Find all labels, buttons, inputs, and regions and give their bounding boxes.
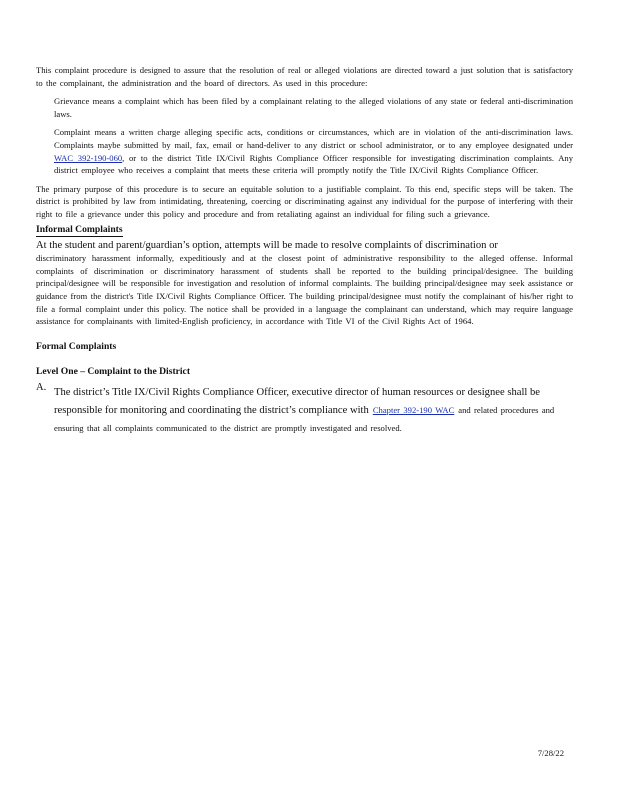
document-page <box>36 64 573 436</box>
formal-complaints-heading: Formal Complaints <box>36 340 117 352</box>
bullet-complaint-text <box>54 126 573 176</box>
item-a-small-text: and related procedures and ensuring that all complaints communicated to the district are promptly investigated and resolved. <box>54 404 555 433</box>
bullet-grievance <box>36 95 573 120</box>
item-a-marker: A. <box>36 381 47 393</box>
purpose-paragraph: The primary purpose of this procedure is to secure an equitable solution to a justifiable complaint. To this end, specific steps will be taken. The district is prohibited by law from intimidating, threatening, coercing or discriminating against any individual for the purpose of interfering with their right to file a grievance under this policy and procedure and from retaliating against an individual for filing such a grievance. <box>36 183 573 219</box>
intro-paragraph: This complaint procedure is designed to assure that the resolution of real or alleged violations are directed toward a just solution that is satisfactory to the complainant, the administration and the board of directors. As used in this procedure: <box>36 65 573 88</box>
complaint-text-before: Complaint means a written charge alleging specific acts, conditions or circumstances, which are in violation of the anti-discrimination laws. Complaints maybe submitted by mail, fax, email or hand-deliver to any district or school administrator, or to any employee designated under <box>54 127 573 150</box>
chapter-392-190-wac-link[interactable]: Chapter 392-190 WAC <box>372 404 455 415</box>
level-one-item-a <box>36 382 573 436</box>
item-a-large-text: The district’s Title IX/Civil Rights Compliance Officer, executive director of human resources or designee shall be responsible for monitoring and coordinating the district’s compliance with <box>54 386 540 416</box>
bullet-complaint <box>36 126 573 176</box>
informal-first-line: At the student and parent/guardian’s option, attempts will be made to resolve complaints of discrimination or <box>36 239 498 251</box>
complaint-text-after: , or to the district Title IX/Civil Rights Compliance Officer responsible for investigating discrimination complaints. Any district employee who receives a complaint that meets these criteria will promptly notify the Title IX/Civil Rights Compliance Officer. <box>54 152 574 176</box>
item-a-text <box>54 382 573 436</box>
informal-heading-text: Informal Complaints <box>36 223 123 235</box>
bullet-grievance-text: Grievance means a complaint which has been filed by a complainant relating to the alleged violations of any state or federal anti-discrimination laws. <box>54 96 573 119</box>
bullet-glyph-icon <box>36 126 54 176</box>
footer-date: 7/28/22 <box>537 748 564 758</box>
bullet-glyph-icon <box>36 95 54 120</box>
informal-body: discriminatory harassment informally, expeditiously and at the closest point of administrative responsibility to the alleged offense. Informal complaints of discrimination or discriminatory harassment of students shall be reported to the building principal/designee. The building principal/designee will be responsible for investigation and resolution of informal complaints. The building principal/designee may seek assistance or guidance from the district's Title IX/Civil Rights Compliance Officer. The building principal/designee must notify the complainant of his/her right to file a formal complaint under this policy. The notice shall be provided in a language the complainant can understand, which may require language assistance for complainants with limited-English proficiency, in accordance with Title VI of the Civil Rights Act of 1964. <box>36 253 573 327</box>
wac-392-190-060-link[interactable]: WAC 392-190-060 <box>54 152 123 163</box>
informal-complaints-heading <box>36 223 573 236</box>
level-one-heading: Level One – Complaint to the District <box>36 365 191 377</box>
